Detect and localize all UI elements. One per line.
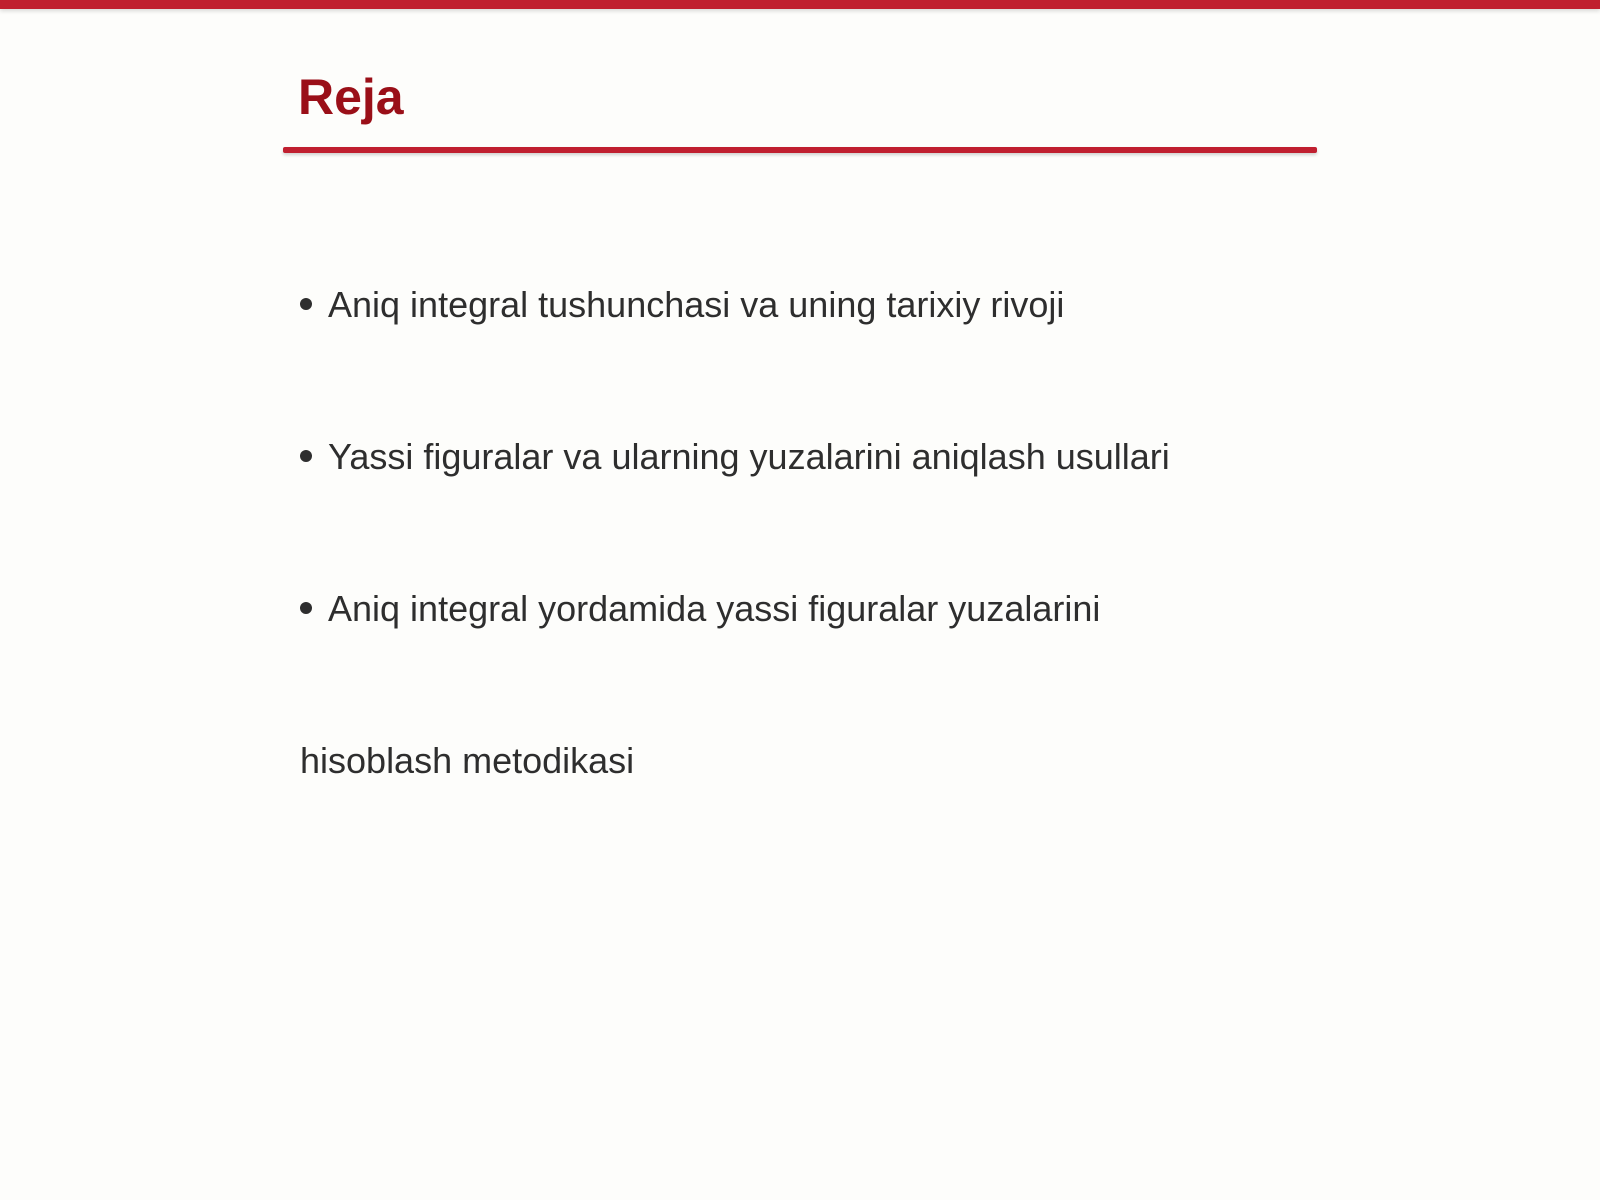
bullet-dot-icon	[300, 450, 312, 462]
agenda-item	[300, 436, 1170, 477]
bullet-dot-icon	[300, 602, 312, 614]
agenda-item-continuation: hisoblash metodikasi	[300, 740, 635, 781]
agenda-item-text: Aniq integral tushunchasi va uning tarixiy rivoji	[328, 284, 1065, 325]
agenda-item	[300, 284, 1065, 325]
agenda-item	[300, 588, 1101, 629]
title-underline	[283, 147, 1317, 153]
bullet-dot-icon	[300, 298, 312, 310]
top-accent-bar	[0, 0, 1600, 9]
agenda-item-text: Yassi figuralar va ularning yuzalarini aniqlash usullari	[328, 436, 1170, 477]
agenda-item-text: Aniq integral yordamida yassi figuralar yuzalarini	[328, 588, 1101, 629]
slide-title: Reja	[298, 69, 404, 125]
